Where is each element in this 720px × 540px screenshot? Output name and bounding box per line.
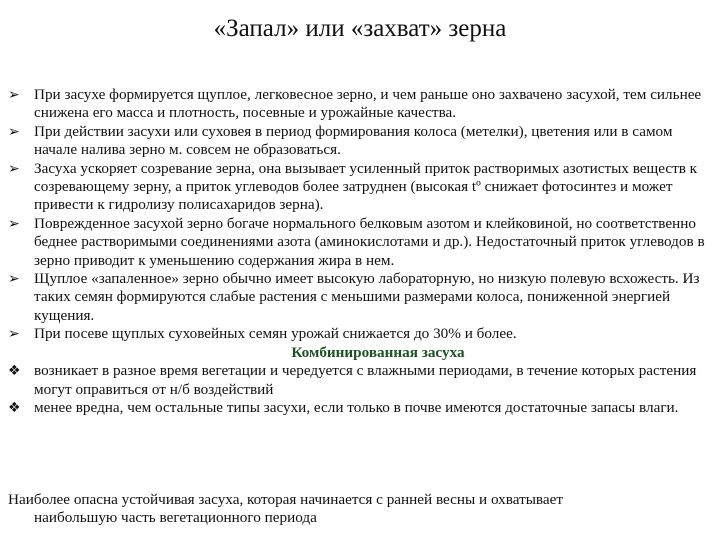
list-item-text: При посеве щуплых суховейных семян урожай снижается до 30% и более. [34,325,517,343]
list-item [8,362,708,399]
arrow-bullet-icon: ➢ [8,271,20,288]
list-item-text: Засуха ускоряет созревание зерна, она вызывает усиленный приток растворимых азотистых веществ к созревающему зерну, а приток углеводов более затруднен (высокая tº снижает фотосинтез и может привести к гидролизу полисахаридов зерна). [34,159,698,214]
arrow-bullet-icon: ➢ [8,160,20,177]
diamond-bullet-icon: ❖ [8,399,21,416]
list-item-text: При засухе формируется щуплое, легковесное зерно, и чем раньше оно захвачено засухой, тем сильнее снижена его масса и плотность, посевные и урожайные качества. [34,86,702,122]
section-subheading: Комбинированная засуха [291,343,465,361]
page-title: «Запал» или «захват» зерна [213,15,507,42]
list-item-text: Поврежденное засухой зерно богаче нормального белковым азотом и клейковиной, но соответственно беднее растворимыми соединениями азота (аминокислотами и др.). Недостаточный приток углеводов в зерно приводит к уменьшению содержания жира в нем. [34,214,705,269]
footer-note [8,491,708,528]
footer-line: наибольшую часть вегетационного периода [34,509,317,527]
list-item [8,123,708,160]
list-item [8,160,708,215]
section-subheading-row [8,344,708,362]
list-item-text: менее вредна, чем остальные типы засухи, если только в почве имеются достаточные запасы влаги. [34,398,679,416]
list-item [8,325,708,343]
list-item-text: возникает в разное время вегетации и чередуется с влажными периодами, в течение которых растения могут оправиться от н/б воздействий [34,362,697,398]
list-item-text: При действии засухи или суховея в период формирования колоса (метелки), цветения или в самом начале налива зерно м. совсем не образоваться. [34,122,673,159]
list-item [8,86,708,123]
bullet-list [8,86,708,417]
arrow-bullet-icon: ➢ [8,326,20,343]
arrow-bullet-icon: ➢ [8,215,20,232]
footer-line: Наиболее опасна устойчивая засуха, которая начинается с ранней весны и охватывает [8,491,564,508]
arrow-bullet-icon: ➢ [8,87,20,103]
list-item [8,215,708,270]
arrow-bullet-icon: ➢ [8,123,20,140]
diamond-bullet-icon: ❖ [8,363,21,380]
list-item [8,399,708,417]
list-item-text: Щуплое «запаленное» зерно обычно имеет высокую лабораторную, но низкую полевую всхожесть. Из таких семян формируются слабые растения с меньшими размерами колоса, пониженной энергией кущения. [34,270,700,324]
list-item [8,270,708,325]
